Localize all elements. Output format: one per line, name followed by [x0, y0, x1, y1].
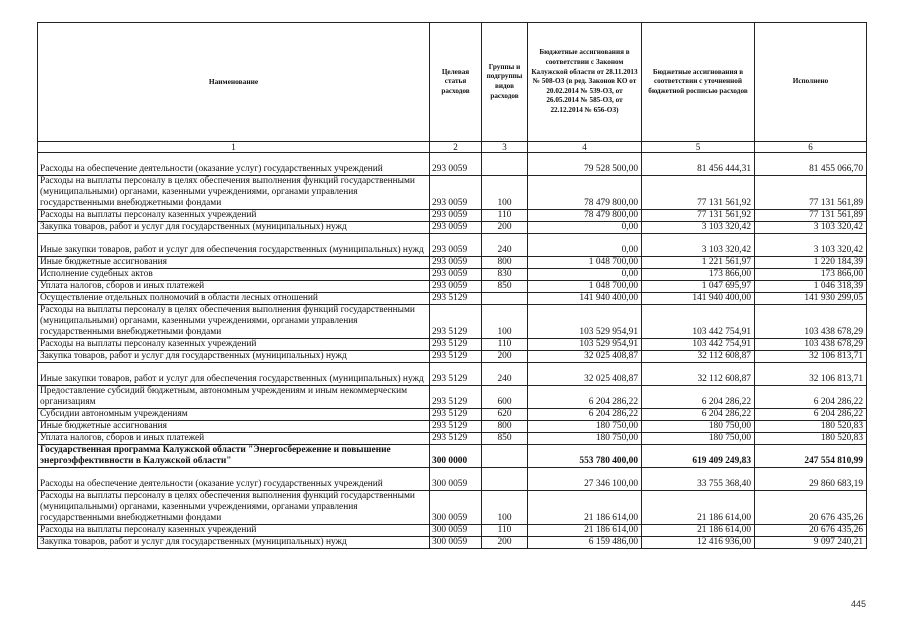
row-law-amount: 0,00 [528, 269, 642, 281]
row-name: Закупка товаров, работ и услуг для государственных (муниципальных) нужд [38, 351, 430, 363]
table-row [38, 234, 867, 257]
row-refined-amount: 77 131 561,92 [642, 210, 755, 222]
row-executed-amount: 247 554 810,99 [755, 445, 867, 468]
row-executed-amount: 81 455 066,70 [755, 153, 867, 176]
row-expense-group: 100 [482, 176, 528, 210]
row-law-amount: 21 186 614,00 [528, 491, 642, 525]
column-number: 1 [38, 142, 430, 153]
row-law-amount: 78 479 800,00 [528, 210, 642, 222]
page-number: 445 [851, 599, 867, 609]
row-expense-group: 800 [482, 421, 528, 433]
row-refined-amount: 12 416 936,00 [642, 537, 755, 549]
row-target-code: 293 0059 [430, 222, 482, 234]
table-row [38, 525, 867, 537]
row-name: Расходы на выплаты персоналу казенных учреждений [38, 339, 430, 351]
row-executed-amount: 6 204 286,22 [755, 386, 867, 409]
row-law-amount: 32 025 408,87 [528, 351, 642, 363]
row-target-code: 293 0059 [430, 153, 482, 176]
table-row [38, 153, 867, 176]
row-target-code: 300 0000 [430, 445, 482, 468]
row-expense-group: 830 [482, 269, 528, 281]
row-target-code: 300 0059 [430, 537, 482, 549]
row-target-code: 293 0059 [430, 210, 482, 222]
row-name: Уплата налогов, сборов и иных платежей [38, 281, 430, 293]
row-name: Исполнение судебных актов [38, 269, 430, 281]
row-refined-amount: 1 047 695,97 [642, 281, 755, 293]
row-target-code: 300 0059 [430, 468, 482, 491]
table-header-row [38, 23, 867, 142]
row-executed-amount: 180 520,83 [755, 433, 867, 445]
row-executed-amount: 173 866,00 [755, 269, 867, 281]
table-row [38, 468, 867, 491]
header-code: Целевая статья расходов [430, 23, 482, 142]
row-target-code: 300 0059 [430, 525, 482, 537]
row-refined-amount: 21 186 614,00 [642, 525, 755, 537]
row-name: Расходы на выплаты персоналу казенных учреждений [38, 210, 430, 222]
row-law-amount: 0,00 [528, 234, 642, 257]
row-target-code: 293 5129 [430, 409, 482, 421]
row-expense-group: 850 [482, 281, 528, 293]
row-name: Предоставление субсидий бюджетным, автономным учреждениям и иным некоммерческим организациям [38, 386, 430, 409]
row-refined-amount: 77 131 561,92 [642, 176, 755, 210]
header-executed: Исполнено [755, 23, 867, 142]
table-row [38, 363, 867, 386]
row-expense-group: 240 [482, 363, 528, 386]
row-executed-amount: 141 930 299,05 [755, 293, 867, 305]
table-row [38, 293, 867, 305]
row-refined-amount: 103 442 754,91 [642, 305, 755, 339]
row-law-amount: 6 204 286,22 [528, 409, 642, 421]
row-executed-amount: 9 097 240,21 [755, 537, 867, 549]
row-expense-group: 600 [482, 386, 528, 409]
table-row [38, 339, 867, 351]
row-name: Иные бюджетные ассигнования [38, 421, 430, 433]
row-expense-group: 850 [482, 433, 528, 445]
table-row [38, 409, 867, 421]
row-target-code: 293 5129 [430, 293, 482, 305]
row-refined-amount: 619 409 249,83 [642, 445, 755, 468]
row-law-amount: 103 529 954,91 [528, 305, 642, 339]
row-expense-group [482, 293, 528, 305]
row-refined-amount: 141 940 400,00 [642, 293, 755, 305]
row-target-code: 293 0059 [430, 176, 482, 210]
column-number: 4 [528, 142, 642, 153]
row-name: Уплата налогов, сборов и иных платежей [38, 433, 430, 445]
row-expense-group: 110 [482, 339, 528, 351]
row-law-amount: 1 048 700,00 [528, 281, 642, 293]
row-target-code: 293 0059 [430, 234, 482, 257]
row-refined-amount: 180 750,00 [642, 433, 755, 445]
row-target-code: 293 5129 [430, 433, 482, 445]
column-number: 3 [482, 142, 528, 153]
header-law: Бюджетные ассигнования в соответствии с Законом Калужской области от 28.11.2013 № 508-ОЗ (в ред. Законов КО от 20.02.2014 № 539-ОЗ, от 26.05.2014 № 585-ОЗ, от 22.12.2014 № 656-ОЗ) [528, 23, 642, 142]
row-name: Расходы на обеспечение деятельности (оказание услуг) государственных учреждений [38, 468, 430, 491]
header-refined: Бюджетные ассигнования в соответствии с уточненной бюджетной росписью расходов [642, 23, 755, 142]
row-law-amount: 103 529 954,91 [528, 339, 642, 351]
row-expense-group: 200 [482, 222, 528, 234]
row-expense-group [482, 153, 528, 176]
row-target-code: 293 5129 [430, 421, 482, 433]
row-name: Расходы на выплаты персоналу в целях обеспечения выполнения функций государственными (муниципальными) органами, казенными учреждениями, органами управления государственными внебюджетными фондами [38, 176, 430, 210]
row-executed-amount: 1 046 318,39 [755, 281, 867, 293]
row-name: Расходы на обеспечение деятельности (оказание услуг) государственных учреждений [38, 153, 430, 176]
row-executed-amount: 20 676 435,26 [755, 491, 867, 525]
row-target-code: 293 5129 [430, 305, 482, 339]
row-law-amount: 180 750,00 [528, 433, 642, 445]
row-target-code: 293 0059 [430, 269, 482, 281]
table-row [38, 210, 867, 222]
row-executed-amount: 32 106 813,71 [755, 351, 867, 363]
budget-table [37, 22, 867, 549]
row-name: Расходы на выплаты персоналу в целях обеспечения выполнения функций государственными (муниципальными) органами, казенными учреждениями, органами управления государственными внебюджетными фондами [38, 305, 430, 339]
row-refined-amount: 33 755 368,40 [642, 468, 755, 491]
row-expense-group: 240 [482, 234, 528, 257]
row-refined-amount: 3 103 320,42 [642, 234, 755, 257]
header-name: Наименование [38, 23, 430, 142]
table-row [38, 421, 867, 433]
row-expense-group: 110 [482, 525, 528, 537]
row-refined-amount: 32 112 608,87 [642, 351, 755, 363]
row-executed-amount: 77 131 561,89 [755, 210, 867, 222]
table-row [38, 281, 867, 293]
row-law-amount: 79 528 500,00 [528, 153, 642, 176]
table-row [38, 176, 867, 210]
row-name: Расходы на выплаты персоналу в целях обеспечения выполнения функций государственными (муниципальными) органами, казенными учреждениями, органами управления государственными внебюджетными фондами [38, 491, 430, 525]
row-expense-group [482, 468, 528, 491]
row-refined-amount: 81 456 444,31 [642, 153, 755, 176]
column-number: 5 [642, 142, 755, 153]
row-law-amount: 6 204 286,22 [528, 386, 642, 409]
row-refined-amount: 3 103 320,42 [642, 222, 755, 234]
row-expense-group: 110 [482, 210, 528, 222]
row-law-amount: 6 159 486,00 [528, 537, 642, 549]
row-law-amount: 0,00 [528, 222, 642, 234]
row-law-amount: 553 780 400,00 [528, 445, 642, 468]
row-executed-amount: 20 676 435,26 [755, 525, 867, 537]
row-name: Закупка товаров, работ и услуг для государственных (муниципальных) нужд [38, 537, 430, 549]
row-refined-amount: 32 112 608,87 [642, 363, 755, 386]
column-number: 2 [430, 142, 482, 153]
row-target-code: 293 5129 [430, 351, 482, 363]
table-body [38, 153, 867, 549]
row-refined-amount: 6 204 286,22 [642, 386, 755, 409]
table-row [38, 305, 867, 339]
table-row [38, 445, 867, 468]
row-name: Государственная программа Калужской области "Энергосбережение и повышение энергоэффективности в Калужской области" [38, 445, 430, 468]
row-target-code: 293 5129 [430, 386, 482, 409]
table-row [38, 351, 867, 363]
row-executed-amount: 103 438 678,29 [755, 305, 867, 339]
row-executed-amount: 3 103 320,42 [755, 222, 867, 234]
row-name: Осуществление отдельных полномочий в области лесных отношений [38, 293, 430, 305]
row-executed-amount: 3 103 320,42 [755, 234, 867, 257]
row-executed-amount: 29 860 683,19 [755, 468, 867, 491]
column-number-row [38, 142, 867, 153]
row-expense-group: 100 [482, 305, 528, 339]
table-row [38, 433, 867, 445]
row-name: Закупка товаров, работ и услуг для государственных (муниципальных) нужд [38, 222, 430, 234]
row-target-code: 293 5129 [430, 339, 482, 351]
row-expense-group [482, 445, 528, 468]
row-name: Иные закупки товаров, работ и услуг для обеспечения государственных (муниципальных) нужд [38, 234, 430, 257]
budget-document-page [37, 22, 866, 549]
table-row [38, 386, 867, 409]
row-refined-amount: 103 442 754,91 [642, 339, 755, 351]
table-row [38, 257, 867, 269]
row-refined-amount: 180 750,00 [642, 421, 755, 433]
row-refined-amount: 1 221 561,97 [642, 257, 755, 269]
row-executed-amount: 32 106 813,71 [755, 363, 867, 386]
row-executed-amount: 77 131 561,89 [755, 176, 867, 210]
column-number: 6 [755, 142, 867, 153]
row-name: Иные бюджетные ассигнования [38, 257, 430, 269]
row-law-amount: 78 479 800,00 [528, 176, 642, 210]
row-refined-amount: 21 186 614,00 [642, 491, 755, 525]
row-executed-amount: 103 438 678,29 [755, 339, 867, 351]
row-expense-group: 100 [482, 491, 528, 525]
row-target-code: 293 0059 [430, 257, 482, 269]
row-law-amount: 21 186 614,00 [528, 525, 642, 537]
row-target-code: 293 0059 [430, 281, 482, 293]
row-law-amount: 32 025 408,87 [528, 363, 642, 386]
table-row [38, 222, 867, 234]
row-executed-amount: 180 520,83 [755, 421, 867, 433]
row-name: Субсидии автономным учреждениям [38, 409, 430, 421]
row-refined-amount: 173 866,00 [642, 269, 755, 281]
row-expense-group: 800 [482, 257, 528, 269]
row-target-code: 300 0059 [430, 491, 482, 525]
table-row [38, 537, 867, 549]
table-row [38, 269, 867, 281]
row-executed-amount: 6 204 286,22 [755, 409, 867, 421]
row-law-amount: 141 940 400,00 [528, 293, 642, 305]
row-name: Расходы на выплаты персоналу казенных учреждений [38, 525, 430, 537]
row-expense-group: 200 [482, 537, 528, 549]
row-expense-group: 620 [482, 409, 528, 421]
table-row [38, 491, 867, 525]
row-refined-amount: 6 204 286,22 [642, 409, 755, 421]
header-group: Группы и подгруппы видов расходов [482, 23, 528, 142]
row-name: Иные закупки товаров, работ и услуг для обеспечения государственных (муниципальных) нужд [38, 363, 430, 386]
row-target-code: 293 5129 [430, 363, 482, 386]
row-executed-amount: 1 220 184,39 [755, 257, 867, 269]
row-law-amount: 27 346 100,00 [528, 468, 642, 491]
row-law-amount: 1 048 700,00 [528, 257, 642, 269]
row-law-amount: 180 750,00 [528, 421, 642, 433]
row-expense-group: 200 [482, 351, 528, 363]
